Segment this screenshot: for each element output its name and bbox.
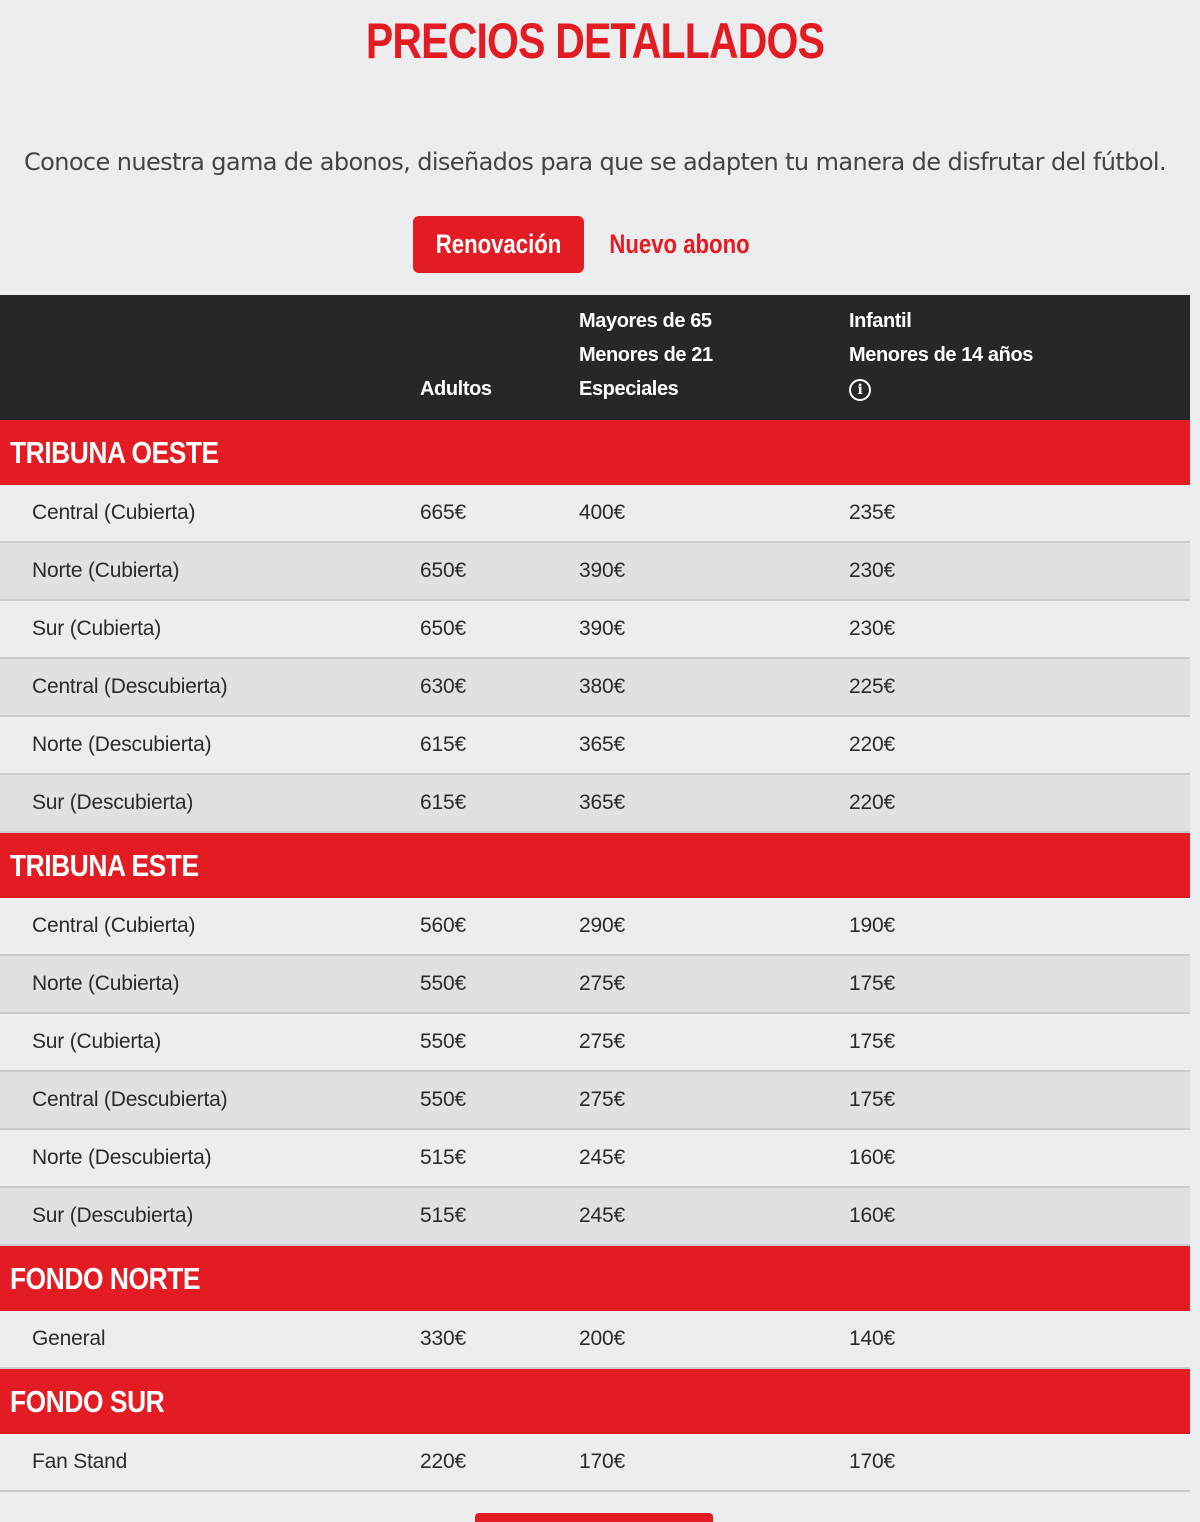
seniors-price-cell: 365€ bbox=[579, 733, 625, 756]
tab-renovacion-label: Renovación bbox=[435, 229, 562, 259]
adults-price-cell: 550€ bbox=[420, 972, 466, 995]
pricing-tabs bbox=[413, 216, 765, 273]
seniors-price-cell: 390€ bbox=[579, 559, 625, 582]
kids-price-cell: 220€ bbox=[849, 733, 895, 756]
adults-price-cell: 330€ bbox=[420, 1327, 466, 1350]
section-title: FONDO NORTE bbox=[10, 1260, 201, 1296]
section-header bbox=[0, 420, 1190, 485]
table-row bbox=[0, 956, 1190, 1014]
zone-cell: General bbox=[32, 1327, 106, 1350]
kids-price-cell: 190€ bbox=[849, 914, 895, 937]
seniors-price-cell: 170€ bbox=[579, 1450, 625, 1473]
table-body bbox=[0, 420, 1190, 1492]
zone-cell: Central (Descubierta) bbox=[32, 675, 228, 698]
kids-price-cell: 230€ bbox=[849, 617, 895, 640]
adults-price-cell: 615€ bbox=[420, 791, 466, 814]
zone-cell: Sur (Cubierta) bbox=[32, 617, 162, 640]
kids-price-cell: 160€ bbox=[849, 1146, 895, 1169]
header-seniors-line-3: Especiales bbox=[579, 378, 679, 400]
table-row bbox=[0, 1311, 1190, 1369]
adults-price-cell: 560€ bbox=[420, 914, 466, 937]
pricing-table bbox=[0, 295, 1190, 1492]
table-row bbox=[0, 1434, 1190, 1492]
section-title: TRIBUNA ESTE bbox=[10, 847, 199, 883]
table-row bbox=[0, 1130, 1190, 1188]
header-seniors bbox=[579, 304, 713, 406]
seniors-price-cell: 275€ bbox=[579, 1088, 625, 1111]
section-header bbox=[0, 1246, 1190, 1311]
kids-price-cell: 160€ bbox=[849, 1204, 895, 1227]
seniors-price-cell: 245€ bbox=[579, 1204, 625, 1227]
kids-price-cell: 170€ bbox=[849, 1450, 895, 1473]
adults-price-cell: 665€ bbox=[420, 501, 466, 524]
header-seniors-line-2: Menores de 21 bbox=[579, 344, 713, 366]
tab-nuevo-abono[interactable] bbox=[594, 216, 765, 273]
adults-price-cell: 550€ bbox=[420, 1088, 466, 1111]
zone-cell: Sur (Cubierta) bbox=[32, 1030, 162, 1053]
kids-price-cell: 220€ bbox=[849, 791, 895, 814]
kids-price-cell: 230€ bbox=[849, 559, 895, 582]
info-icon[interactable]: i bbox=[849, 379, 871, 401]
page-title: PRECIOS DETALLADOS bbox=[365, 13, 825, 69]
table-header bbox=[0, 295, 1190, 420]
seniors-price-cell: 390€ bbox=[579, 617, 625, 640]
table-row bbox=[0, 1188, 1190, 1246]
kids-price-cell: 175€ bbox=[849, 972, 895, 995]
seniors-price-cell: 380€ bbox=[579, 675, 625, 698]
table-row bbox=[0, 1014, 1190, 1072]
section-header bbox=[0, 833, 1190, 898]
zone-cell: Norte (Cubierta) bbox=[32, 972, 180, 995]
kids-price-cell: 175€ bbox=[849, 1088, 895, 1111]
seniors-price-cell: 200€ bbox=[579, 1327, 625, 1350]
adults-price-cell: 515€ bbox=[420, 1204, 466, 1227]
page-subtitle: Conoce nuestra gama de abonos, diseñados para que se adapten tu manera de disfrutar del fútbol. bbox=[24, 148, 1166, 176]
kids-price-cell: 175€ bbox=[849, 1030, 895, 1053]
table-row bbox=[0, 775, 1190, 833]
table-row bbox=[0, 659, 1190, 717]
adults-price-cell: 650€ bbox=[420, 559, 466, 582]
tab-renovacion[interactable] bbox=[413, 216, 584, 273]
kids-price-cell: 235€ bbox=[849, 501, 895, 524]
table-row bbox=[0, 1072, 1190, 1130]
zone-cell: Central (Cubierta) bbox=[32, 914, 196, 937]
zone-cell: Sur (Descubierta) bbox=[32, 791, 194, 814]
adults-price-cell: 650€ bbox=[420, 617, 466, 640]
zone-cell: Norte (Descubierta) bbox=[32, 733, 212, 756]
table-row bbox=[0, 717, 1190, 775]
kids-price-cell: 225€ bbox=[849, 675, 895, 698]
header-kids-line-1: Infantil bbox=[849, 310, 912, 332]
adults-price-cell: 630€ bbox=[420, 675, 466, 698]
tab-nuevo-abono-label: Nuevo abono bbox=[609, 229, 750, 259]
seniors-price-cell: 245€ bbox=[579, 1146, 625, 1169]
zone-cell: Norte (Cubierta) bbox=[32, 559, 180, 582]
zone-cell: Central (Descubierta) bbox=[32, 1088, 228, 1111]
adults-price-cell: 515€ bbox=[420, 1146, 466, 1169]
header-adults: Adultos bbox=[420, 378, 492, 400]
kids-price-cell: 140€ bbox=[849, 1327, 895, 1350]
seniors-price-cell: 365€ bbox=[579, 791, 625, 814]
section-header bbox=[0, 1369, 1190, 1434]
seniors-price-cell: 290€ bbox=[579, 914, 625, 937]
table-row bbox=[0, 601, 1190, 659]
header-seniors-line-1: Mayores de 65 bbox=[579, 310, 712, 332]
zone-cell: Sur (Descubierta) bbox=[32, 1204, 194, 1227]
seniors-price-cell: 275€ bbox=[579, 1030, 625, 1053]
section-title: FONDO SUR bbox=[10, 1383, 165, 1419]
table-row bbox=[0, 543, 1190, 601]
seniors-price-cell: 400€ bbox=[579, 501, 625, 524]
adults-price-cell: 220€ bbox=[420, 1450, 466, 1473]
seniors-price-cell: 275€ bbox=[579, 972, 625, 995]
bottom-action-button[interactable] bbox=[475, 1513, 713, 1522]
zone-cell: Fan Stand bbox=[32, 1450, 128, 1473]
zone-cell: Central (Cubierta) bbox=[32, 501, 196, 524]
adults-price-cell: 550€ bbox=[420, 1030, 466, 1053]
table-row bbox=[0, 898, 1190, 956]
zone-cell: Norte (Descubierta) bbox=[32, 1146, 212, 1169]
adults-price-cell: 615€ bbox=[420, 733, 466, 756]
header-kids bbox=[849, 304, 1033, 406]
section-title: TRIBUNA OESTE bbox=[10, 434, 219, 470]
table-row bbox=[0, 485, 1190, 543]
header-kids-line-2: Menores de 14 años bbox=[849, 344, 1033, 366]
